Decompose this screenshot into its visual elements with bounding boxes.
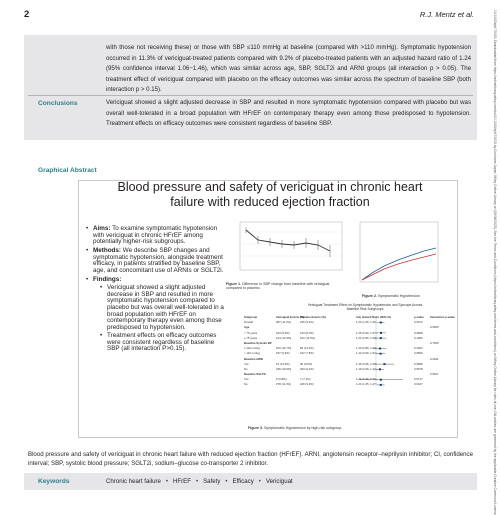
figure-1-label: Figure 1.: [226, 282, 241, 286]
forest-cell: 1.23 (0.99, 1.52): [356, 351, 377, 356]
forest-cell: 0.9305: [430, 325, 439, 330]
forest-cell: 1.19 (0.99, 1.43): [356, 366, 377, 371]
forest-cell: 163 (9.9%): [276, 330, 290, 335]
forest-cell: No: [244, 382, 248, 387]
figure-1-caption: [226, 282, 346, 291]
forest-cell: 0.2303: [414, 346, 423, 351]
forest-cell: 152 (7.8%): [300, 351, 314, 356]
forest-cell: 0.0608: [414, 330, 423, 335]
keyword-separator: •: [165, 478, 169, 485]
forest-cell: 0.6717: [414, 377, 423, 382]
figure-2-label: Figure 2.: [362, 294, 377, 298]
forest-cell: 0.7930: [430, 340, 439, 345]
forest-cell: 1.24 (0.46, 3.33): [356, 377, 377, 382]
graphical-abstract-bullets: [86, 226, 226, 355]
forest-header-cell: Subgroup: [244, 315, 258, 319]
keyword-item: Vericiguat: [265, 478, 293, 485]
finding-1: • Vericiguat showed a slight adjusted decrease in SBP and resulted in more symptomatic hypotension compared to placebo but was overall well-tolerated in a broad population with HFrEF on contemporary therapy even among those predisposed to hypotension.: [100, 285, 226, 331]
forest-cell: 0.0678: [414, 366, 423, 371]
keyword-separator: •: [258, 478, 261, 485]
forest-plot-table: [244, 315, 455, 388]
forest-cell: 236 (10.9%): [276, 366, 292, 371]
forest-cell: 7 (7.1%): [300, 377, 311, 382]
forest-cell: Baseline SGLT2i: [244, 372, 266, 377]
graphical-abstract-caption: Blood pressure and safety of vericiguat in chronic heart failure with reduced ejection fraction (HFrEF). ARNI, angiotensin receptor–neprilysin inhibitor; CI, confidence interval; SBP, systolic blood pressure; SGLT2i, sodium–glucose co-transporter 2 inhibitor.: [28, 451, 473, 467]
keyword-item: Chronic heart failure: [106, 478, 161, 485]
keywords-list: [106, 478, 293, 485]
forest-cell: 1.25 (0.99, 1.57): [356, 330, 377, 335]
keyword-separator: •: [225, 478, 228, 485]
section-divider: [28, 95, 473, 96]
figure-2-caption: [362, 294, 452, 298]
forest-header-cell: Vericiguat Events (%): [276, 315, 305, 319]
methods-text: We describe SBP changes and symptomatic hypotension, alongside treatment efficacy, in patients stratified by baseline SBP, age, and concomitant use of ARNIs or SGLT2i.: [93, 247, 224, 275]
figure-3-label: Figure 3.: [248, 426, 263, 430]
forest-cell: Baseline Systolic BP: [244, 340, 272, 345]
forest-cell: 102 (11.5%): [300, 335, 316, 340]
conclusions-label: Conclusions: [38, 100, 78, 107]
forest-cell: 1.20 (0.89, 1.60): [356, 346, 377, 351]
forest-cell: No: [244, 366, 248, 371]
forest-header-cell: Adj. Hazard Ratio (95% CI): [356, 315, 391, 319]
forest-header-cell: p-value: [414, 315, 424, 319]
forest-cell: 0.9917: [430, 372, 439, 377]
methods-item: [86, 248, 226, 274]
keyword-item: HFrEF: [173, 478, 191, 485]
findings-heading: Findings:: [93, 276, 122, 284]
forest-cell: ≥ 75 years: [244, 335, 258, 340]
conclusions-text: Vericiguat showed a slight adjusted decrease in SBP and resulted in more symptomatic hypotension compared with placebo but was overall well-tolerated in a broad population with HFrEF on contemporary therapy even among those predisposed to hypotension. Treatment effects on efficacy outcomes were consistent regardless of baseline SBP.: [106, 99, 471, 127]
forest-cell: 1.24 (1.06, 1.46): [356, 320, 377, 325]
forest-cell: 124 (13.9%): [276, 335, 292, 340]
forest-cell: < 75 years: [244, 330, 258, 335]
forest-cell: 187 (9.6%): [276, 351, 290, 356]
forest-cell: 1.24 (1.05, 1.47): [356, 382, 377, 387]
forest-cell: 0.0107: [414, 382, 423, 387]
forest-cell: 0.0868: [414, 361, 423, 366]
forest-cell: 83 (14.0%): [300, 346, 314, 351]
graphical-abstract-label: Graphical Abstract: [38, 167, 97, 174]
download-notice: 10.1002/ejhf.70015, Downloaded from https://onlinelibrary.wiley.com/doi/10.1002/ejhf.70015 by Cochrane Japan, Wiley Online Library on [09/09/2025]. See the Terms and Conditions (https://onlinelibrary.wiley.com/terms-and-conditions) on Wiley Online Library for rules of use; OA articles are governed by the applicable Creative Commons License: [493, 10, 497, 515]
forest-cell: 287 (11.3%): [276, 320, 292, 325]
forest-cell: 228 (9.2%): [300, 382, 314, 387]
forest-cell: Yes: [244, 361, 249, 366]
forest-cell: 278 (11.4%): [276, 382, 292, 387]
aims-text: To examine symptomatic hypotension with vericiguat in chronic HFrEF among potentially higher-risk subgroups.: [93, 225, 218, 246]
forest-cell: 0.0590: [414, 351, 423, 356]
forest-cell: 35 (9.9%): [300, 361, 313, 366]
figure-3-caption: [248, 426, 448, 430]
keyword-separator: •: [195, 478, 199, 485]
forest-cell: 1.46 (0.95, 2.25): [356, 361, 377, 366]
forest-header-cell: Interaction p-value: [430, 315, 455, 319]
forest-cell: 51 (13.9%): [276, 361, 290, 366]
results-text: with those not receiving these) or those with SBP ≤110 mmHg at baseline (compared with >110 mmHg). Symptomatic hypotension occurred in 11.3% of vericiguat-treated patients compared with 9.2% of placebo-treated patients with an adjusted hazard ratio of 1.24 (95% confidence interval 1.06−1.46), which was similar across age, SBP, SGLT2i and ARNI groups (all interaction p > 0.05). The treatment effect of vericiguat compared with placebo on the efficacy outcomes was similar across the spectrum of baseline SBP (both interaction p > 0.15).: [106, 44, 471, 93]
finding-2: • Treatment effects on efficacy outcomes were consistent regardless of baseline SBP (all interaction P>0.15).: [100, 333, 226, 353]
running-authors: R.J. Mentz et al.: [419, 10, 474, 19]
forest-cell: 200 (9.1%): [300, 366, 314, 371]
forest-row: [244, 382, 450, 387]
findings-item: [86, 277, 226, 353]
forest-cell: > 110 mmHg: [244, 351, 260, 356]
forest-cell: 9 (9.8%): [276, 377, 287, 382]
keyword-item: Safety: [203, 478, 221, 485]
forest-cell: ≤ 110 mmHg: [244, 346, 260, 351]
forest-header-cell: Placebo Events (%): [300, 315, 326, 319]
methods-heading: Methods:: [93, 247, 121, 255]
forest-cell: 0.2641: [430, 356, 439, 361]
graphical-abstract-title: Blood pressure and safety of vericiguat in chronic heart failure with reduced ejection fraction: [117, 180, 423, 209]
hypotension-cumulative-chart: [352, 218, 442, 303]
forest-cell: Baseline ARNI: [244, 356, 264, 361]
figure-1-text: Difference in SBP change from baseline with vericiguat compared to placebo.: [226, 282, 330, 291]
forest-cell: 1.24 (0.95, 1.60): [356, 335, 377, 340]
forest-cell: 235 (9.2%): [300, 320, 314, 325]
keywords-label: Keywords: [38, 478, 70, 485]
keyword-item: Efficacy: [232, 478, 254, 485]
running-header: [24, 9, 474, 25]
forest-cell: Overall: [244, 320, 253, 325]
forest-cell: Age: [244, 325, 250, 330]
aims-item: [86, 226, 226, 246]
forest-cell: 0.1083: [414, 335, 423, 340]
forest-plot-title: Vericiguat Treatment Effect on Symptomatic Hypotension and Syncope Across Baseline Risk Subgroups: [307, 303, 423, 311]
forest-cell: 100 (16.7%): [276, 346, 292, 351]
forest-cell: Yes: [244, 377, 249, 382]
forest-cell: 133 (8.0%): [300, 330, 314, 335]
forest-cell: 0.0072: [414, 320, 423, 325]
aims-heading: Aims:: [93, 225, 111, 232]
figure-2-text: Symptomatic Hypotension: [377, 294, 420, 298]
page-number: 2: [24, 9, 30, 20]
figure-3-text: Symptomatic Hypotension by high-risk subgroup.: [263, 426, 343, 430]
